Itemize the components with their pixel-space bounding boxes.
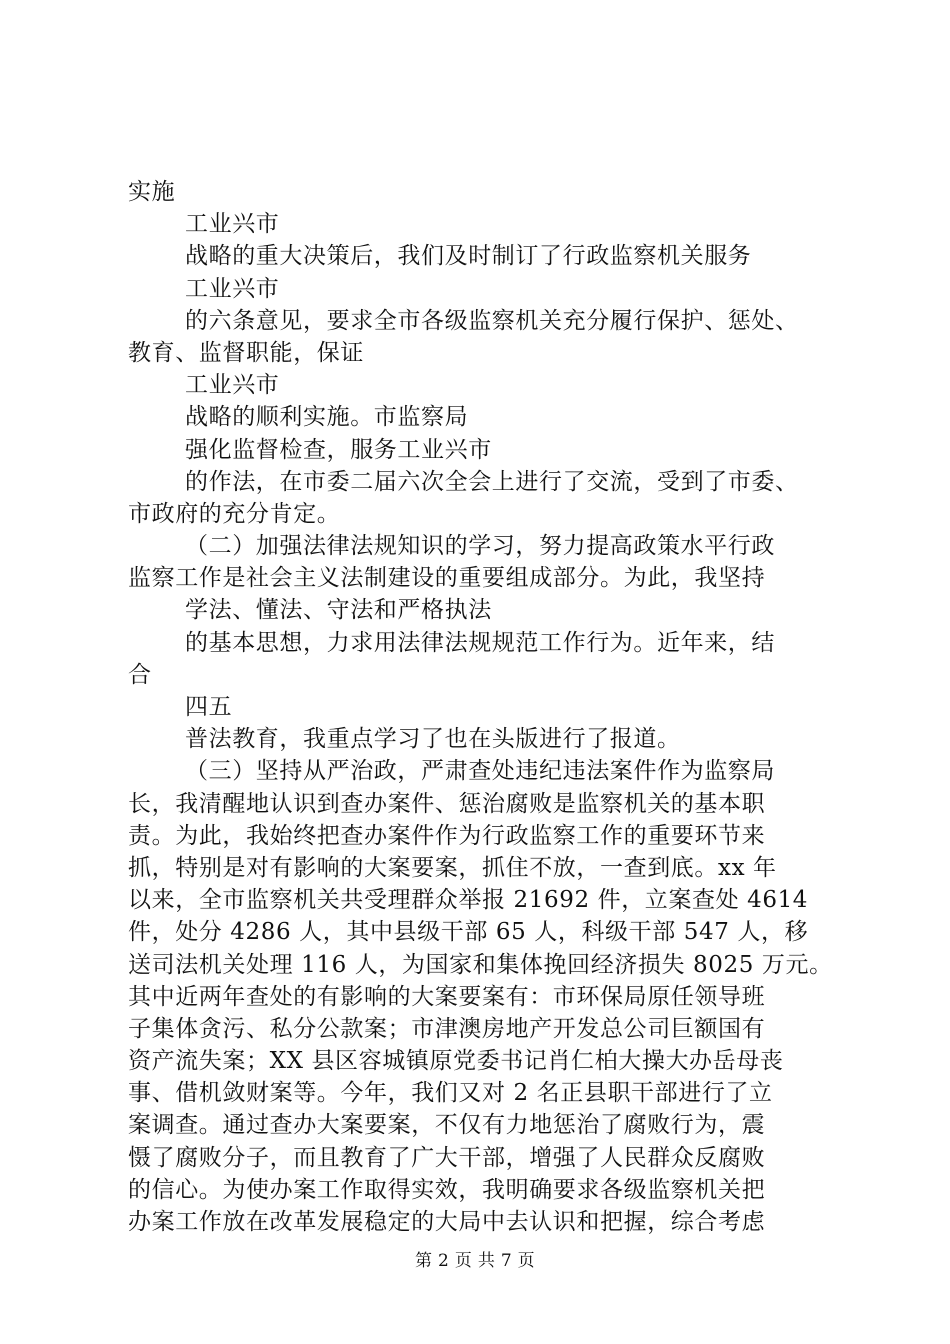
text-line: 合 <box>128 661 152 688</box>
body-text <box>128 176 833 1238</box>
text-line: 战略的顺利实施。市监察局 <box>185 404 469 431</box>
text-line: 四五 <box>185 694 233 720</box>
text-line: 工业兴市 <box>185 211 280 238</box>
text-line: 责。为此，我始终把查办案件作为行政监察工作的重要环节来 <box>128 822 766 849</box>
text-line: 市政府的充分肯定。 <box>128 500 341 527</box>
text-line: 学法、懂法、守法和严格执法 <box>185 597 492 624</box>
text-line: 子集体贪污、私分公款案；市津澳房地产开发总公司巨额国有 <box>128 1015 766 1042</box>
text-line: 长，我清醒地认识到查办案件、惩治腐败是监察机关的基本职 <box>128 790 766 817</box>
text-line: 资产流失案；XX 县区容城镇原党委书记肖仁柏大操大办岳母丧 <box>128 1048 784 1075</box>
text-line: （三）坚持从严治政，严肃查处违纪违法案件作为监察局 <box>185 758 775 785</box>
text-line: 普法教育，我重点学习了也在头版进行了报道。 <box>185 726 681 753</box>
text-line: 慑了腐败分子，而且教育了广大干部，增强了人民群众反腐败 <box>128 1144 766 1171</box>
text-line: 的信心。为使办案工作取得实效，我明确要求各级监察机关把 <box>128 1176 766 1203</box>
text-line: （二）加强法律法规知识的学习，努力提高政策水平行政 <box>185 533 775 560</box>
text-line: 工业兴市 <box>185 372 280 399</box>
text-line: 抓，特别是对有影响的大案要案，抓住不放，一查到底。xx 年 <box>128 854 777 881</box>
text-line: 以来，全市监察机关共受理群众举报 21692 件，立案查处 4614 <box>128 887 809 914</box>
page-footer: 第 2 页 共 7 页 <box>415 1251 535 1271</box>
text-line: 的基本思想，力求用法律法规规范工作行为。近年来，结 <box>185 629 775 656</box>
text-line: 强化监督检查，服务工业兴市 <box>185 436 492 463</box>
text-line: 监察工作是社会主义法制建设的重要组成部分。为此，我坚持 <box>128 565 766 592</box>
text-line: 办案工作放在改革发展稳定的大局中去认识和把握，综合考虑 <box>128 1209 766 1235</box>
text-line: 送司法机关处理 116 人，为国家和集体挽回经济损失 8025 万元。 <box>128 951 833 978</box>
text-line: 教育、监督职能，保证 <box>128 339 364 366</box>
text-line: 件，处分 4286 人，其中县级干部 65 人，科级干部 547 人，移 <box>128 919 809 946</box>
text-line: 事、借机敛财案等。今年，我们又对 2 名正县职干部进行了立 <box>128 1080 773 1107</box>
text-line: 实施 <box>128 179 176 205</box>
text-line: 工业兴市 <box>185 275 280 302</box>
text-line: 战略的重大决策后，我们及时制订了行政监察机关服务 <box>185 243 752 270</box>
text-line: 案调查。通过查办大案要案，不仅有力地惩治了腐败行为，震 <box>128 1112 766 1139</box>
text-line: 其中近两年查处的有影响的大案要案有：市环保局原任领导班 <box>128 983 766 1010</box>
text-line: 的六条意见，要求全市各级监察机关充分履行保护、惩处、 <box>185 307 799 334</box>
text-line: 的作法，在市委二届六次全会上进行了交流，受到了市委、 <box>185 468 799 495</box>
